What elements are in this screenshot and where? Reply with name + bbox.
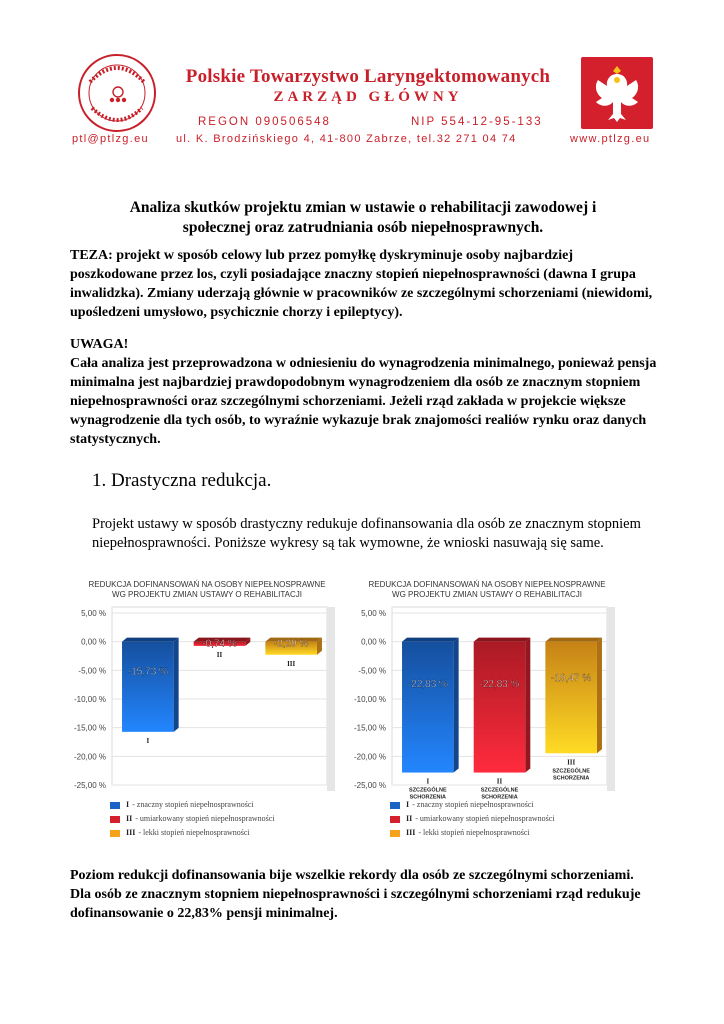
bar-top-face	[402, 638, 459, 642]
bar-II	[474, 642, 526, 773]
bar-I	[122, 642, 174, 732]
chart-legend	[352, 798, 622, 844]
ptl-logo	[76, 52, 158, 134]
legend-item	[110, 800, 254, 809]
category-label: I	[146, 736, 150, 745]
category-sublabel: SCHORZENIA	[409, 794, 447, 801]
bar-top-face	[122, 638, 179, 642]
postal-address: ul. K. Brodzińskiego 4, 41-800 Zabrze, tel.32 271 04 74	[176, 133, 517, 145]
y-tick-label: -20,00 %	[73, 752, 106, 762]
legend-item	[110, 828, 250, 837]
legend-swatch	[110, 816, 120, 823]
document-title-line-1: Analiza skutków projektu zmian w ustawie o rehabilitacji zawodowej i	[129, 199, 597, 216]
thesis-paragraph: TEZA: projekt w sposób celowy lub przez pomyłkę dyskryminuje osoby najbardziej poszkodowane przez los, czyli posiadające znaczny stopień niepełnosprawności (dawna I grupa inwalidzka). Zmiany uderzają głównie w pracowników ze szczególnymi schorzeniami (niewidomi, upośledzeni umysłowo, psychicznie chorzy i epileptycy).	[70, 248, 653, 320]
plot-side-wall	[327, 607, 335, 791]
legend-item	[390, 814, 555, 823]
category-label: III	[287, 659, 296, 668]
y-tick-label: -25,00 %	[353, 781, 386, 790]
bar-value-label: -15,73 %	[127, 666, 168, 678]
chart-title-line-2: WG PROJEKTU ZMIAN USTAWY O REHABILITACJI	[112, 590, 302, 599]
chart-title-line-1: REDUKCJA DOFINANSOWAŃ NA OSOBY NIEPEŁNOSPRAWNE	[88, 580, 326, 589]
legend-swatch	[110, 802, 120, 809]
bar-side-face	[597, 638, 602, 754]
y-tick-label: 5,00 %	[81, 609, 106, 618]
y-tick-label: 5,00 %	[361, 609, 386, 618]
plot-side-wall	[607, 607, 615, 791]
bar-value-label: -22,83 %	[479, 678, 520, 690]
document-title	[80, 198, 646, 238]
bar-value-label: -0,74 %	[202, 638, 237, 650]
category-sublabel: SZCZEGÓLNE	[552, 768, 590, 775]
bar-I	[402, 642, 454, 773]
email-link[interactable]: ptl@ptlzg.eu	[72, 133, 149, 145]
organization-unit: ZARZĄD GŁÓWNY	[273, 89, 463, 105]
legend-label: - umiarkowany stopień niepełnosprawności	[415, 814, 555, 823]
document-title-line-2: społecznej oraz zatrudniania osób niepełnosprawnych.	[182, 219, 544, 236]
legend-roman: III	[126, 828, 136, 837]
legend-roman: I	[126, 800, 130, 809]
y-tick-label: -15,00 %	[73, 723, 106, 733]
chart-title-line-1: REDUKCJA DOFINANSOWAŃ NA OSOBY NIEPEŁNOSPRAWNE	[368, 580, 606, 589]
regon-number: REGON 090506548	[198, 116, 331, 128]
chart-legend	[72, 798, 342, 844]
organization-name: Polskie Towarzystwo Laryngektomowanych	[185, 66, 551, 87]
y-tick-label: -15,00 %	[353, 723, 386, 733]
legend-roman: II	[126, 814, 133, 823]
legend-swatch	[390, 816, 400, 823]
bar-value-label: -19,47 %	[551, 673, 592, 685]
category-label: II	[496, 777, 503, 786]
legend-label: - lekki stopień niepełnosprawności	[418, 828, 530, 837]
legend-label: - lekki stopień niepełnosprawności	[138, 828, 250, 837]
y-tick-label: -20,00 %	[353, 752, 386, 762]
bar-side-face	[174, 638, 179, 732]
section-heading: 1. Drastyczna redukcja.	[92, 470, 272, 491]
y-tick-label: 0,00 %	[81, 637, 106, 647]
website-link[interactable]: www.ptlzg.eu	[570, 133, 651, 145]
nip-number: NIP 554-12-95-133	[411, 116, 543, 128]
bar-III	[545, 642, 597, 754]
conclusion-paragraph: Poziom redukcji dofinansowania bije wszelkie rekordy dla osób ze szczególnymi schorzeniami. Dla osób ze znacznym stopniem niepełnosprawności i szczególnymi schorzeniami rząd redukuje dofinansowanie o 22,83% pensji minimalnej.	[70, 868, 641, 921]
legend-item	[390, 800, 534, 809]
legend-label: - znaczny stopień niepełnosprawności	[132, 800, 254, 809]
bar-top-face	[474, 638, 531, 642]
y-tick-label: -10,00 %	[353, 695, 386, 704]
category-sublabel: SCHORZENIA	[481, 794, 518, 801]
y-tick-label: -25,00 %	[73, 781, 106, 790]
legend-roman: II	[406, 814, 413, 823]
legend-swatch	[390, 802, 400, 809]
note-paragraph: Cała analiza jest przeprowadzona w odniesieniu do wynagrodzenia minimalnego, ponieważ pensja minimalna jest najbardziej prawdopodobnym wynagrodzeniem dla osób ze znacznym stopniem niepełnosprawności oraz szczególnymi schorzeniami. Jeżeli rząd zakłada w projekcie większe wynagrodzenie dla tych osób, to wyraźnie wykazuje brak znajomości realiów rynku oraz danych statystycznych.	[70, 356, 657, 447]
category-sublabel: SZCZEGÓLNE	[409, 787, 447, 794]
legend-roman: III	[406, 828, 416, 837]
y-tick-label: -10,00 %	[73, 695, 106, 704]
legend-item	[390, 828, 530, 837]
bar-value-label: -22,83 %	[407, 678, 448, 690]
chart-title-line-2: WG PROJEKTU ZMIAN USTAWY O REHABILITACJI	[392, 590, 582, 599]
category-sublabel: SZCZEGÓLNE	[480, 787, 519, 794]
category-sublabel: SCHORZENIA	[552, 775, 590, 782]
category-label: I	[426, 777, 430, 786]
legend-label: - znaczny stopień niepełnosprawności	[412, 800, 534, 809]
section-intro: Projekt ustawy w sposób drastyczny redukuje dofinansowania dla osób ze znacznym stopniem niepełnosprawności. Poniższe wykresy są tak wymowne, że wnioski nasuwają się same.	[92, 516, 641, 551]
bar-side-face	[454, 638, 459, 773]
legend-item	[110, 814, 275, 823]
legend-label: - umiarkowany stopień niepełnosprawności	[135, 814, 275, 823]
legend-roman: I	[406, 800, 410, 809]
legend-swatch	[110, 830, 120, 837]
contact-row	[72, 133, 662, 149]
category-label: II	[216, 650, 223, 659]
polish-eagle-emblem	[580, 56, 654, 130]
y-tick-label: -5,00 %	[358, 666, 386, 676]
category-label: III	[567, 758, 576, 767]
legend-swatch	[390, 830, 400, 837]
note-heading: UWAGA!	[70, 337, 129, 352]
bar-side-face	[525, 638, 530, 773]
y-tick-label: -5,00 %	[78, 666, 106, 676]
y-tick-label: 0,00 %	[361, 637, 386, 647]
bar-value-label: -2,29 %	[273, 638, 309, 650]
bar-top-face	[545, 638, 602, 642]
